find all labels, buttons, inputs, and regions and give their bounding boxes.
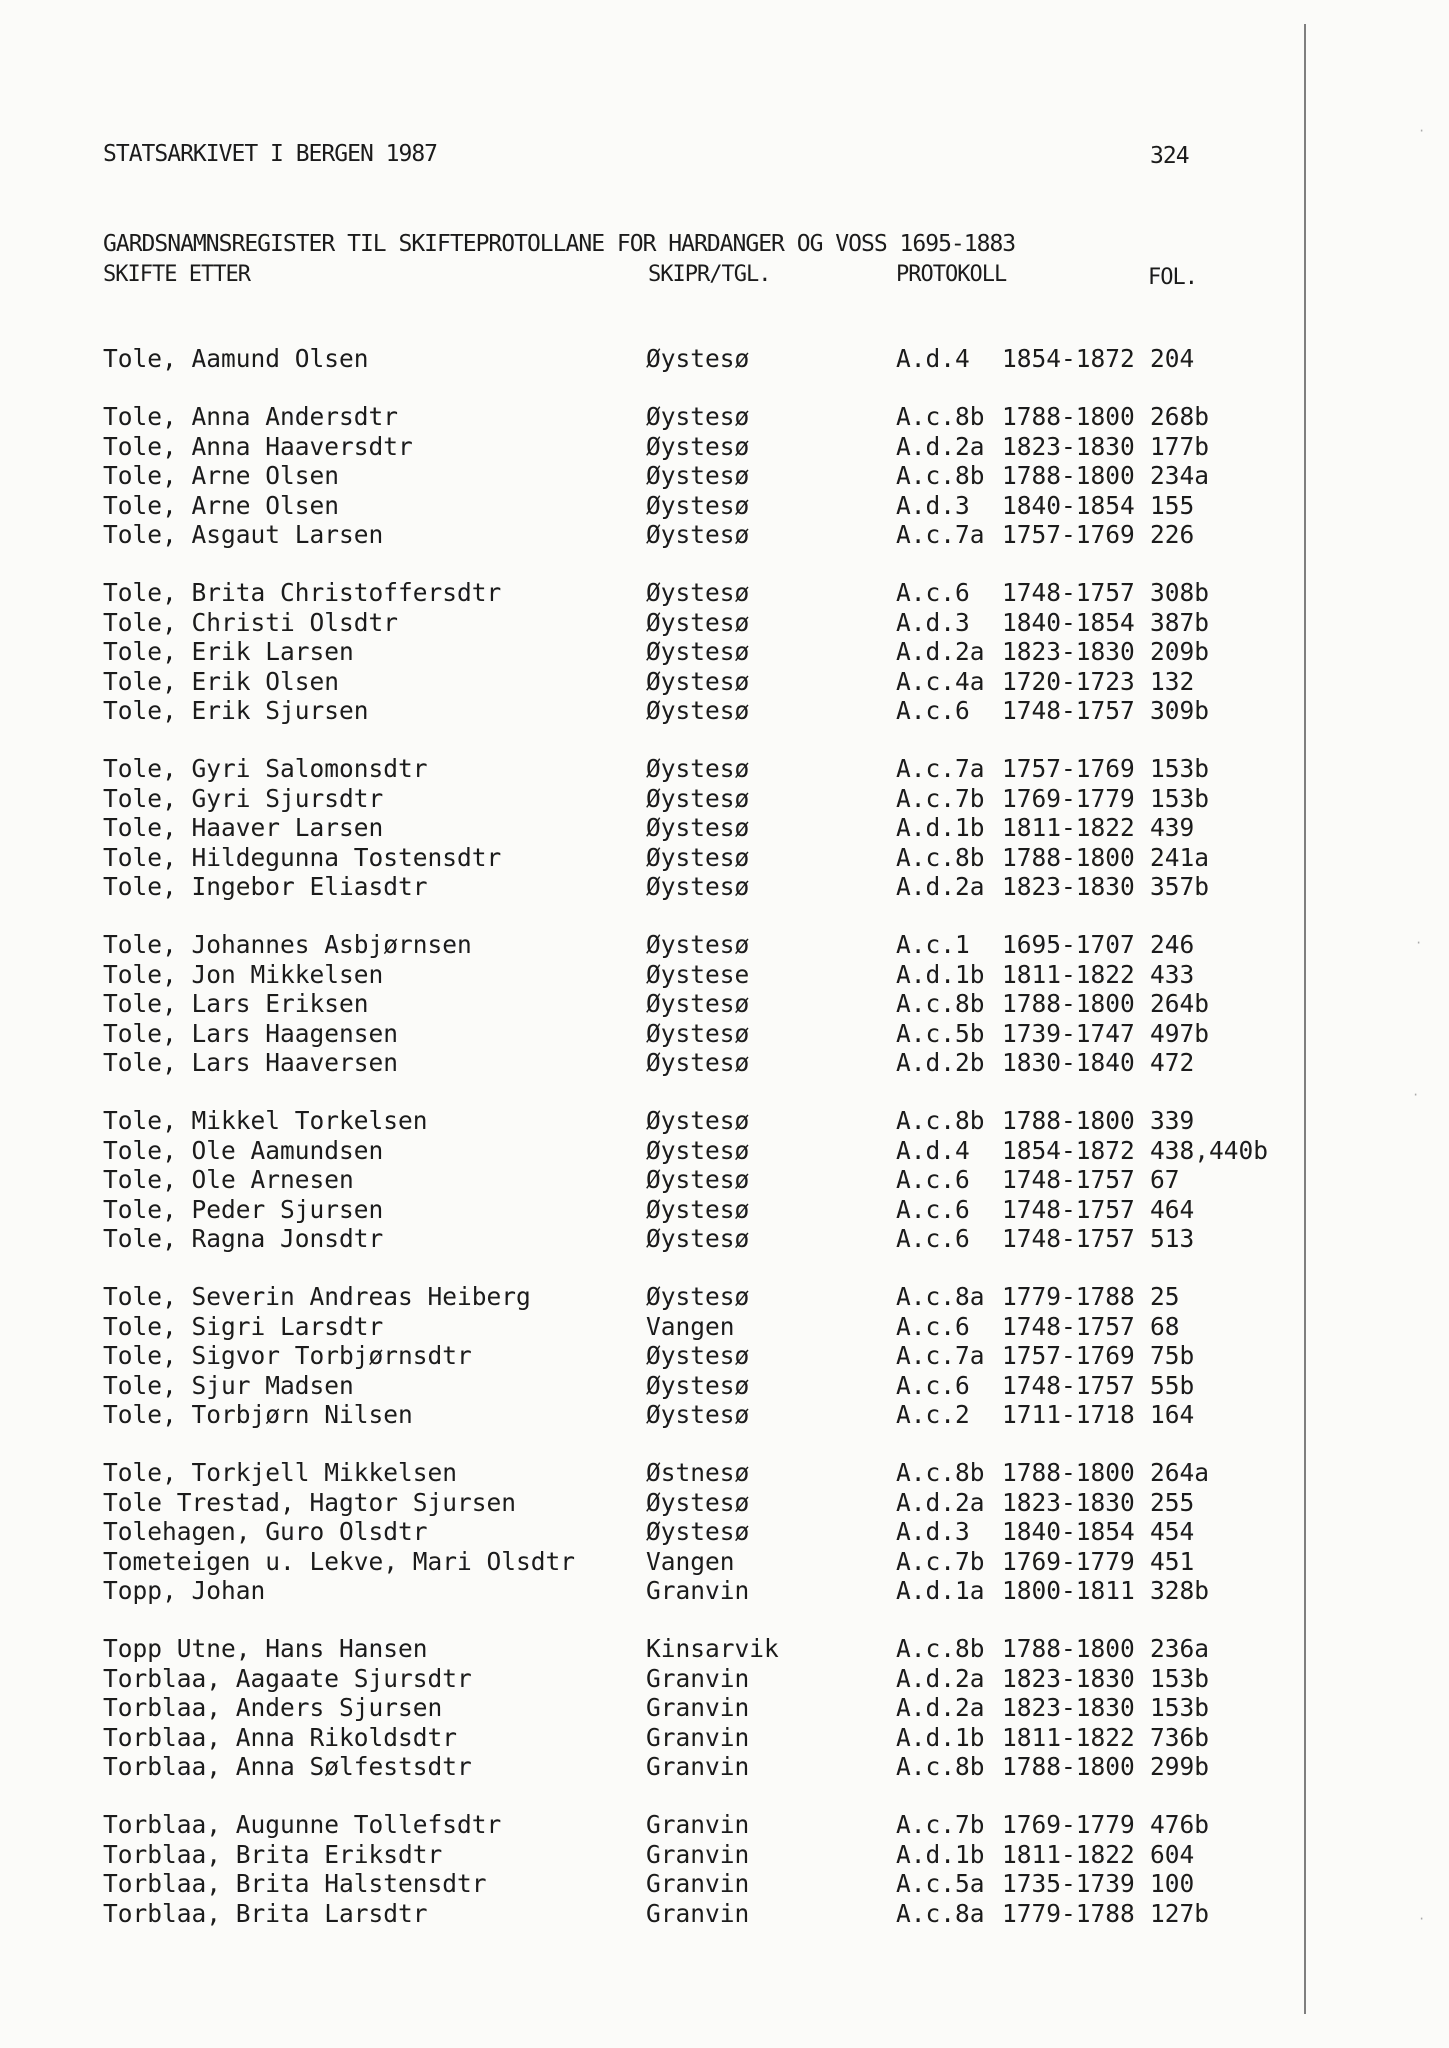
entry-name: Topp, Johan xyxy=(103,1576,266,1605)
entry-folio: 25 xyxy=(1150,1282,1180,1311)
entry-place: Øystesø xyxy=(646,1106,750,1135)
entry-place: Øystesø xyxy=(646,1282,750,1311)
table-row xyxy=(0,1810,1300,1838)
entry-protocol: A.c.8b xyxy=(896,1752,985,1781)
entry-years: 1823-1830 xyxy=(1002,1664,1135,1693)
entry-place: Øystesø xyxy=(646,1195,750,1224)
scan-speck: · xyxy=(1418,124,1426,138)
entry-place: Øystesø xyxy=(646,461,750,490)
entry-years: 1711-1718 xyxy=(1002,1400,1135,1429)
entry-years: 1811-1822 xyxy=(1002,813,1135,842)
entry-folio: 153b xyxy=(1150,754,1210,783)
entry-place: Øystesø xyxy=(646,402,750,431)
entry-protocol: A.d.3 xyxy=(896,491,970,520)
entry-protocol: A.c.6 xyxy=(896,1165,970,1194)
table-row xyxy=(0,667,1300,695)
entry-years: 1823-1830 xyxy=(1002,1693,1135,1722)
entry-place: Øystesø xyxy=(646,872,750,901)
table-row xyxy=(0,491,1300,519)
entry-folio: 451 xyxy=(1150,1547,1195,1576)
entry-place: Øystesø xyxy=(646,784,750,813)
entry-years: 1739-1747 xyxy=(1002,1019,1135,1048)
entry-years: 1823-1830 xyxy=(1002,637,1135,666)
entry-place: Øystesø xyxy=(646,667,750,696)
entry-protocol: A.d.2a xyxy=(896,1664,985,1693)
entry-protocol: A.c.8a xyxy=(896,1282,985,1311)
entry-years: 1823-1830 xyxy=(1002,432,1135,461)
entry-protocol: A.d.2a xyxy=(896,1488,985,1517)
entry-name: Tole, Gyri Salomonsdtr xyxy=(103,754,428,783)
entry-years: 1748-1757 xyxy=(1002,1371,1135,1400)
entry-folio: 241a xyxy=(1150,843,1210,872)
table-row xyxy=(0,1634,1300,1662)
scan-speck: · xyxy=(1415,936,1423,950)
entry-place: Granvin xyxy=(646,1723,750,1752)
register-title: GARDSNAMNSREGISTER TIL SKIFTEPROTOLLANE FOR HARDANGER OG VOSS 1695-1883 xyxy=(103,231,1016,257)
table-row xyxy=(0,1723,1300,1751)
entry-folio: 328b xyxy=(1150,1576,1210,1605)
entry-place: Granvin xyxy=(646,1576,750,1605)
entry-protocol: A.c.7a xyxy=(896,754,985,783)
table-row xyxy=(0,1019,1300,1047)
entry-name: Torblaa, Augunne Tollefsdtr xyxy=(103,1810,502,1839)
entry-folio: 464 xyxy=(1150,1195,1195,1224)
entry-place: Øystesø xyxy=(646,344,750,373)
entry-protocol: A.c.8a xyxy=(896,1899,985,1928)
entry-protocol: A.c.6 xyxy=(896,1312,970,1341)
entry-folio: 209b xyxy=(1150,637,1210,666)
entry-folio: 268b xyxy=(1150,402,1210,431)
entry-name: Tole, Torkjell Mikkelsen xyxy=(103,1458,458,1487)
entry-name: Tolehagen, Guro Olsdtr xyxy=(103,1517,428,1546)
table-row xyxy=(0,784,1300,812)
entry-name: Tole, Aamund Olsen xyxy=(103,344,369,373)
table-row xyxy=(0,520,1300,548)
entry-name: Tometeigen u. Lekve, Mari Olsdtr xyxy=(103,1547,576,1576)
entry-years: 1811-1822 xyxy=(1002,1723,1135,1752)
entry-place: Øystesø xyxy=(646,813,750,842)
entry-protocol: A.d.2b xyxy=(896,1048,985,1077)
entry-protocol: A.c.6 xyxy=(896,1224,970,1253)
entry-folio: 236a xyxy=(1150,1634,1210,1663)
entry-folio: 357b xyxy=(1150,872,1210,901)
table-row xyxy=(0,989,1300,1017)
entry-place: Øystesø xyxy=(646,696,750,725)
entry-name: Tole Trestad, Hagtor Sjursen xyxy=(103,1488,517,1517)
entry-protocol: A.c.8b xyxy=(896,1106,985,1135)
table-row xyxy=(0,1048,1300,1076)
entry-protocol: A.d.1b xyxy=(896,960,985,989)
scan-speck: · xyxy=(1412,1088,1420,1102)
entry-place: Øystesø xyxy=(646,1136,750,1165)
entry-years: 1830-1840 xyxy=(1002,1048,1135,1077)
entry-name: Tole, Gyri Sjursdtr xyxy=(103,784,384,813)
table-row xyxy=(0,461,1300,489)
entry-folio: 246 xyxy=(1150,930,1195,959)
entry-folio: 604 xyxy=(1150,1840,1195,1869)
entry-name: Tole, Erik Olsen xyxy=(103,667,340,696)
entry-name: Tole, Sigvor Torbjørnsdtr xyxy=(103,1341,472,1370)
table-row xyxy=(0,960,1300,988)
entry-folio: 67 xyxy=(1150,1165,1180,1194)
entry-name: Tole, Anna Andersdtr xyxy=(103,402,399,431)
entry-years: 1720-1723 xyxy=(1002,667,1135,696)
entry-name: Torblaa, Brita Halstensdtr xyxy=(103,1869,487,1898)
entry-place: Øystesø xyxy=(646,578,750,607)
entry-protocol: A.d.4 xyxy=(896,1136,970,1165)
entry-protocol: A.c.6 xyxy=(896,1371,970,1400)
entry-place: Vangen xyxy=(646,1547,735,1576)
entry-folio: 234a xyxy=(1150,461,1210,490)
entry-years: 1779-1788 xyxy=(1002,1899,1135,1928)
entry-years: 1735-1739 xyxy=(1002,1869,1135,1898)
entry-name: Tole, Ole Arnesen xyxy=(103,1165,354,1194)
entry-protocol: A.c.7a xyxy=(896,520,985,549)
scan-speck: · xyxy=(1418,1912,1426,1926)
entry-name: Torblaa, Brita Eriksdtr xyxy=(103,1840,443,1869)
entry-place: Øystesø xyxy=(646,843,750,872)
entry-folio: 339 xyxy=(1150,1106,1195,1135)
table-row xyxy=(0,1547,1300,1575)
entry-years: 1748-1757 xyxy=(1002,1195,1135,1224)
table-row xyxy=(0,1312,1300,1340)
entry-place: Øystesø xyxy=(646,1341,750,1370)
entry-name: Tole, Haaver Larsen xyxy=(103,813,384,842)
table-row xyxy=(0,1488,1300,1516)
column-header-folio: FOL. xyxy=(1148,265,1197,290)
entry-protocol: A.c.7b xyxy=(896,1810,985,1839)
column-header-place: SKIPR/TGL. xyxy=(648,262,771,287)
entry-protocol: A.d.1b xyxy=(896,1840,985,1869)
entry-folio: 454 xyxy=(1150,1517,1195,1546)
table-row xyxy=(0,1400,1300,1428)
entry-name: Tole, Arne Olsen xyxy=(103,461,340,490)
entry-name: Tole, Ingebor Eliasdtr xyxy=(103,872,428,901)
entry-years: 1769-1779 xyxy=(1002,784,1135,813)
entry-name: Tole, Arne Olsen xyxy=(103,491,340,520)
table-row xyxy=(0,843,1300,871)
table-row xyxy=(0,432,1300,460)
table-row xyxy=(0,344,1300,372)
entry-protocol: A.c.5a xyxy=(896,1869,985,1898)
entry-protocol: A.d.1b xyxy=(896,1723,985,1752)
entry-years: 1811-1822 xyxy=(1002,960,1135,989)
table-row xyxy=(0,1840,1300,1868)
entry-folio: 153b xyxy=(1150,1664,1210,1693)
entry-years: 1823-1830 xyxy=(1002,872,1135,901)
entry-name: Tole, Ole Aamundsen xyxy=(103,1136,384,1165)
entry-folio: 497b xyxy=(1150,1019,1210,1048)
entry-place: Granvin xyxy=(646,1899,750,1928)
table-row xyxy=(0,637,1300,665)
entry-place: Øystesø xyxy=(646,754,750,783)
entry-place: Granvin xyxy=(646,1693,750,1722)
table-row xyxy=(0,1224,1300,1252)
entry-name: Tole, Erik Larsen xyxy=(103,637,354,666)
entry-place: Granvin xyxy=(646,1869,750,1898)
entry-folio: 264a xyxy=(1150,1458,1210,1487)
column-header-name: SKIFTE ETTER xyxy=(103,262,250,287)
table-row xyxy=(0,1664,1300,1692)
entry-place: Øystesø xyxy=(646,637,750,666)
entry-name: Tole, Asgaut Larsen xyxy=(103,520,384,549)
table-row xyxy=(0,402,1300,430)
entry-folio: 309b xyxy=(1150,696,1210,725)
table-row xyxy=(0,1136,1300,1164)
entry-name: Tole, Mikkel Torkelsen xyxy=(103,1106,428,1135)
entry-folio: 255 xyxy=(1150,1488,1195,1517)
entry-name: Tole, Hildegunna Tostensdtr xyxy=(103,843,502,872)
entry-years: 1769-1779 xyxy=(1002,1547,1135,1576)
entry-years: 1748-1757 xyxy=(1002,1224,1135,1253)
entry-years: 1748-1757 xyxy=(1002,1165,1135,1194)
table-row xyxy=(0,1899,1300,1927)
entry-protocol: A.c.5b xyxy=(896,1019,985,1048)
entry-folio: 264b xyxy=(1150,989,1210,1018)
entry-protocol: A.c.4a xyxy=(896,667,985,696)
table-row xyxy=(0,754,1300,782)
entry-protocol: A.c.2 xyxy=(896,1400,970,1429)
entry-protocol: A.c.8b xyxy=(896,402,985,431)
entry-years: 1840-1854 xyxy=(1002,491,1135,520)
entry-name: Torblaa, Anders Sjursen xyxy=(103,1693,443,1722)
entry-protocol: A.c.6 xyxy=(896,1195,970,1224)
table-row xyxy=(0,813,1300,841)
entry-name: Tole, Lars Haaversen xyxy=(103,1048,399,1077)
entry-years: 1800-1811 xyxy=(1002,1576,1135,1605)
entry-years: 1788-1800 xyxy=(1002,1634,1135,1663)
table-row xyxy=(0,696,1300,724)
entry-years: 1854-1872 xyxy=(1002,1136,1135,1165)
page-edge-line xyxy=(1304,24,1306,2014)
entry-years: 1748-1757 xyxy=(1002,578,1135,607)
entry-years: 1854-1872 xyxy=(1002,344,1135,373)
column-header-protocol: PROTOKOLL xyxy=(896,262,1007,287)
entry-place: Granvin xyxy=(646,1664,750,1693)
entry-name: Tole, Erik Sjursen xyxy=(103,696,369,725)
entry-years: 1788-1800 xyxy=(1002,1752,1135,1781)
entry-folio: 387b xyxy=(1150,608,1210,637)
entry-protocol: A.d.3 xyxy=(896,608,970,637)
entry-name: Tole, Peder Sjursen xyxy=(103,1195,384,1224)
entry-protocol: A.d.4 xyxy=(896,344,970,373)
entry-folio: 153b xyxy=(1150,1693,1210,1722)
entry-name: Tole, Brita Christoffersdtr xyxy=(103,578,502,607)
entry-place: Kinsarvik xyxy=(646,1634,779,1663)
entry-folio: 127b xyxy=(1150,1899,1210,1928)
entry-place: Øystesø xyxy=(646,1165,750,1194)
entry-place: Øystese xyxy=(646,960,750,989)
table-row xyxy=(0,1576,1300,1604)
entry-folio: 513 xyxy=(1150,1224,1195,1253)
entry-protocol: A.c.6 xyxy=(896,578,970,607)
entry-folio: 164 xyxy=(1150,1400,1195,1429)
entry-name: Torblaa, Brita Larsdtr xyxy=(103,1899,428,1928)
entry-protocol: A.c.8b xyxy=(896,989,985,1018)
entry-folio: 736b xyxy=(1150,1723,1210,1752)
entry-years: 1823-1830 xyxy=(1002,1488,1135,1517)
entry-place: Øystesø xyxy=(646,1224,750,1253)
page-number: 324 xyxy=(1150,143,1189,169)
table-row xyxy=(0,930,1300,958)
entry-place: Øystesø xyxy=(646,1400,750,1429)
entry-years: 1748-1757 xyxy=(1002,1312,1135,1341)
entry-years: 1757-1769 xyxy=(1002,754,1135,783)
table-row xyxy=(0,1371,1300,1399)
entry-name: Tole, Sigri Larsdtr xyxy=(103,1312,384,1341)
entry-name: Tole, Christi Olsdtr xyxy=(103,608,399,637)
entry-place: Øystesø xyxy=(646,1019,750,1048)
entry-protocol: A.c.7a xyxy=(896,1341,985,1370)
entry-name: Tole, Ragna Jonsdtr xyxy=(103,1224,384,1253)
entry-years: 1788-1800 xyxy=(1002,1458,1135,1487)
entry-folio: 177b xyxy=(1150,432,1210,461)
entry-folio: 438,440b xyxy=(1150,1136,1269,1165)
table-row xyxy=(0,1458,1300,1486)
table-row xyxy=(0,1106,1300,1134)
entry-years: 1840-1854 xyxy=(1002,608,1135,637)
table-row xyxy=(0,578,1300,606)
entry-protocol: A.c.8b xyxy=(896,1634,985,1663)
entry-place: Øystesø xyxy=(646,608,750,637)
entry-folio: 75b xyxy=(1150,1341,1195,1370)
entry-place: Øystesø xyxy=(646,1048,750,1077)
entry-name: Tole, Torbjørn Nilsen xyxy=(103,1400,413,1429)
entry-name: Tole, Severin Andreas Heiberg xyxy=(103,1282,531,1311)
entry-folio: 204 xyxy=(1150,344,1195,373)
table-row xyxy=(0,1341,1300,1369)
entry-years: 1788-1800 xyxy=(1002,843,1135,872)
entry-folio: 55b xyxy=(1150,1371,1195,1400)
entry-protocol: A.d.2a xyxy=(896,432,985,461)
entry-years: 1779-1788 xyxy=(1002,1282,1135,1311)
entry-protocol: A.c.6 xyxy=(896,696,970,725)
entry-protocol: A.d.1b xyxy=(896,813,985,842)
entry-place: Øystesø xyxy=(646,930,750,959)
table-row xyxy=(0,1165,1300,1193)
table-row xyxy=(0,872,1300,900)
entry-name: Torblaa, Aagaate Sjursdtr xyxy=(103,1664,472,1693)
table-row xyxy=(0,1693,1300,1721)
entry-folio: 100 xyxy=(1150,1869,1195,1898)
entry-place: Øystesø xyxy=(646,989,750,1018)
entry-place: Øystesø xyxy=(646,520,750,549)
entry-protocol: A.d.1a xyxy=(896,1576,985,1605)
entry-place: Øystesø xyxy=(646,1371,750,1400)
entry-years: 1811-1822 xyxy=(1002,1840,1135,1869)
entry-years: 1748-1757 xyxy=(1002,696,1135,725)
entry-name: Tole, Anna Haaversdtr xyxy=(103,432,413,461)
entry-folio: 308b xyxy=(1150,578,1210,607)
entry-folio: 299b xyxy=(1150,1752,1210,1781)
entry-years: 1757-1769 xyxy=(1002,1341,1135,1370)
archive-header: STATSARKIVET I BERGEN 1987 xyxy=(103,141,438,167)
entry-protocol: A.c.1 xyxy=(896,930,970,959)
entry-protocol: A.c.7b xyxy=(896,784,985,813)
entry-place: Øystesø xyxy=(646,432,750,461)
entry-place: Øystesø xyxy=(646,491,750,520)
table-row xyxy=(0,1282,1300,1310)
entry-protocol: A.c.8b xyxy=(896,461,985,490)
entry-years: 1788-1800 xyxy=(1002,461,1135,490)
table-row xyxy=(0,1869,1300,1897)
entry-folio: 68 xyxy=(1150,1312,1180,1341)
entry-protocol: A.c.8b xyxy=(896,1458,985,1487)
entry-folio: 132 xyxy=(1150,667,1195,696)
entry-name: Tole, Johannes Asbjørnsen xyxy=(103,930,472,959)
entry-protocol: A.c.8b xyxy=(896,843,985,872)
entry-name: Torblaa, Anna Rikoldsdtr xyxy=(103,1723,458,1752)
entry-protocol: A.d.2a xyxy=(896,872,985,901)
table-row xyxy=(0,1195,1300,1223)
entry-place: Granvin xyxy=(646,1752,750,1781)
entry-name: Tole, Jon Mikkelsen xyxy=(103,960,384,989)
table-row xyxy=(0,608,1300,636)
entry-folio: 439 xyxy=(1150,813,1195,842)
entry-folio: 476b xyxy=(1150,1810,1210,1839)
entry-place: Øystesø xyxy=(646,1488,750,1517)
entry-years: 1757-1769 xyxy=(1002,520,1135,549)
entry-years: 1840-1854 xyxy=(1002,1517,1135,1546)
entry-place: Vangen xyxy=(646,1312,735,1341)
table-row xyxy=(0,1752,1300,1780)
entry-place: Østnesø xyxy=(646,1458,750,1487)
entry-years: 1769-1779 xyxy=(1002,1810,1135,1839)
entry-protocol: A.d.2a xyxy=(896,637,985,666)
entry-name: Tole, Sjur Madsen xyxy=(103,1371,354,1400)
entry-years: 1788-1800 xyxy=(1002,402,1135,431)
entry-folio: 433 xyxy=(1150,960,1195,989)
entry-protocol: A.d.3 xyxy=(896,1517,970,1546)
entry-folio: 226 xyxy=(1150,520,1195,549)
entry-folio: 472 xyxy=(1150,1048,1195,1077)
entry-place: Øystesø xyxy=(646,1517,750,1546)
entry-years: 1788-1800 xyxy=(1002,989,1135,1018)
entry-years: 1695-1707 xyxy=(1002,930,1135,959)
entry-folio: 153b xyxy=(1150,784,1210,813)
entry-protocol: A.c.7b xyxy=(896,1547,985,1576)
entry-place: Granvin xyxy=(646,1840,750,1869)
entry-folio: 155 xyxy=(1150,491,1195,520)
table-row xyxy=(0,1517,1300,1545)
entry-name: Tole, Lars Haagensen xyxy=(103,1019,399,1048)
entry-name: Torblaa, Anna Sølfestsdtr xyxy=(103,1752,472,1781)
entry-name: Topp Utne, Hans Hansen xyxy=(103,1634,428,1663)
entry-place: Granvin xyxy=(646,1810,750,1839)
entry-years: 1788-1800 xyxy=(1002,1106,1135,1135)
entry-protocol: A.d.2a xyxy=(896,1693,985,1722)
entry-name: Tole, Lars Eriksen xyxy=(103,989,369,1018)
